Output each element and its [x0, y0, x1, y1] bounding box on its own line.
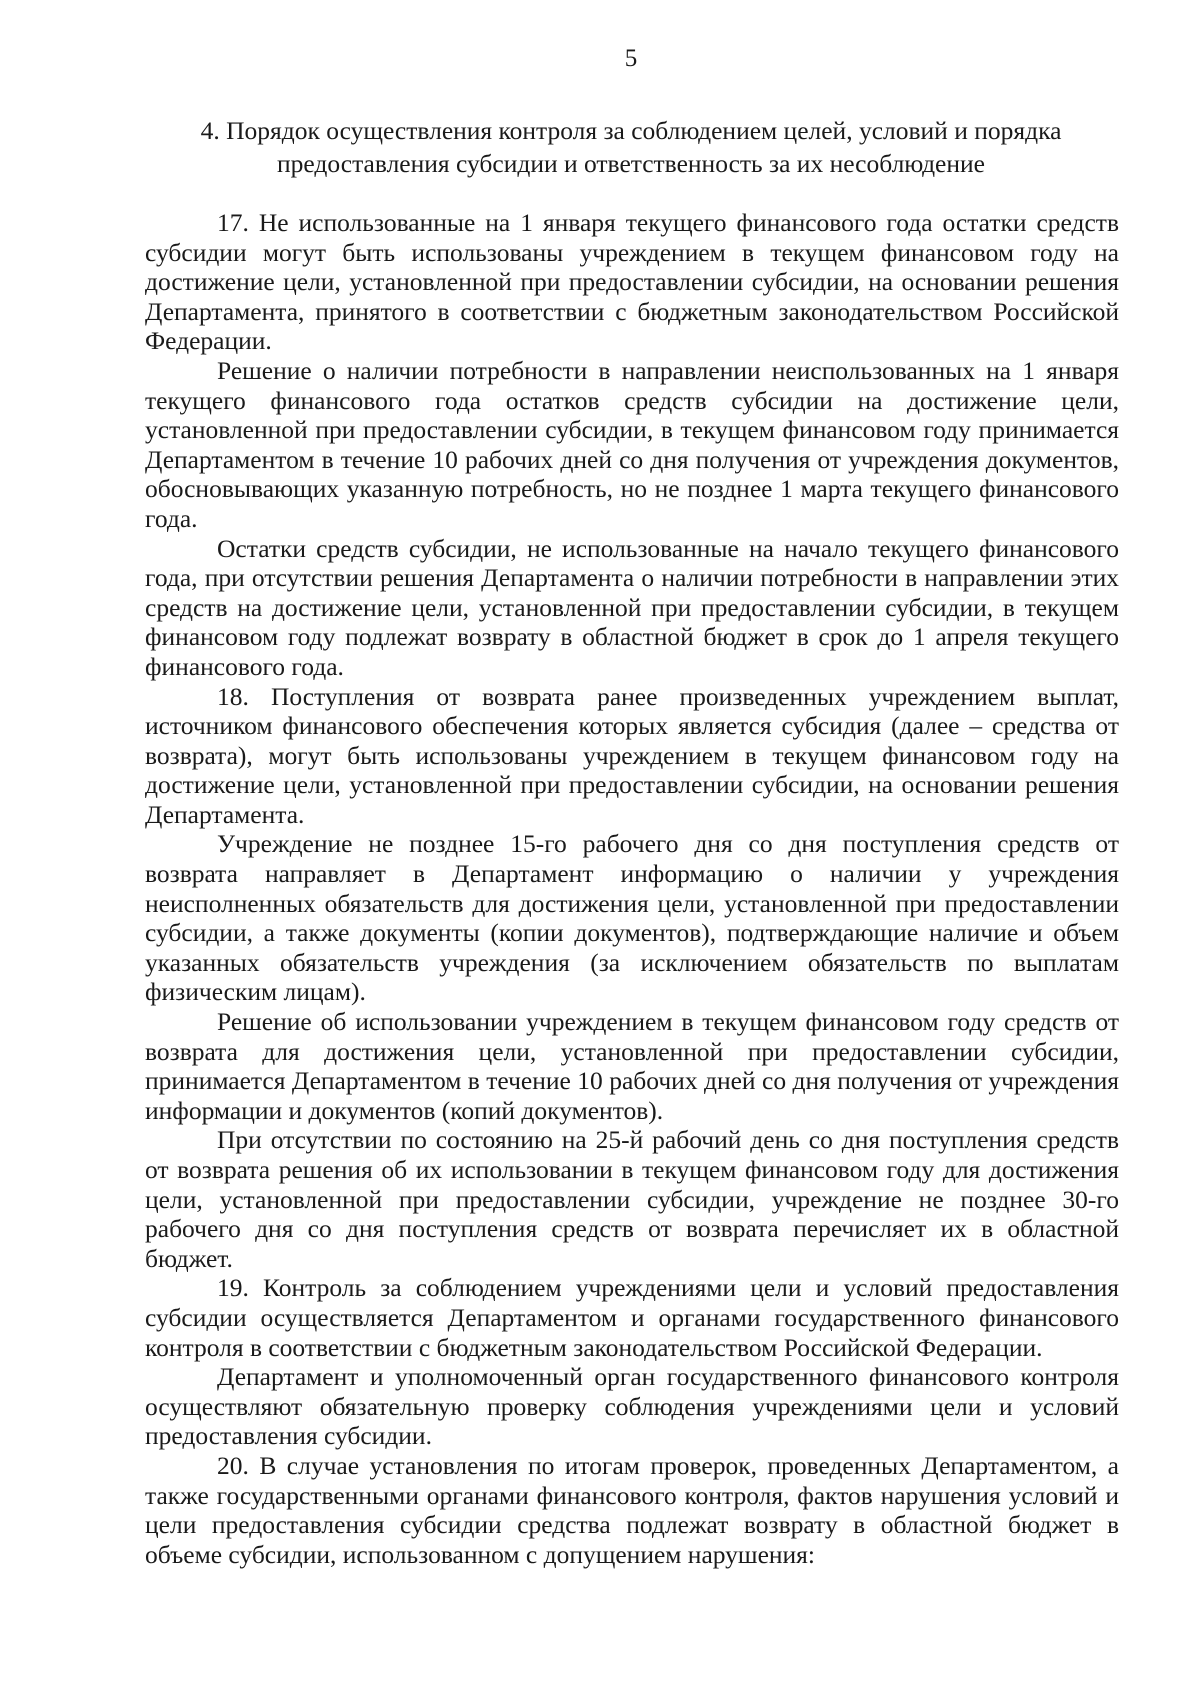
- paragraph-17: 17. Не использованные на 1 января текущего финансового года остатки средств субсидии могут быть использованы учреждением в текущем финансовом году на достижение цели, установленной при предоставлении субсидии, на основании решения Департамента, принятого в соответствии с бюджетным законодательством Российской Федерации.: [145, 208, 1119, 356]
- paragraph-18-institution-notice: Учреждение не позднее 15-го рабочего дня со дня поступления средств от возврата направляет в Департамент информацию о наличии у учреждения неисполненных обязательств для достижения цели, установленной при предоставлении субсидии, а также документы (копии документов), подтверждающие наличие и объем указанных обязательств учреждения (за исключением обязательств по выплатам физическим лицам).: [145, 829, 1119, 1007]
- paragraph-19-mandatory-check: Департамент и уполномоченный орган государственного финансового контроля осуществляют обязательную проверку соблюдения учреждениями цели и условий предоставления субсидии.: [145, 1362, 1119, 1451]
- paragraph-20: 20. В случае установления по итогам проверок, проведенных Департаментом, а также государственными органами финансового контроля, фактов нарушения условий и цели предоставления субсидии средства подлежат возврату в областной бюджет в объеме субсидии, использованном с допущением нарушения:: [145, 1450, 1119, 1569]
- document-body: [145, 208, 1119, 1569]
- paragraph-18-transfer-back: При отсутствии по состоянию на 25-й рабочий день со дня поступления средств от возврата решения об их использовании в текущем финансовом году для достижения цели, установленной при предоставлении субсидии, учреждение не позднее 30-го рабочего дня со дня поступления средств от возврата перечисляет их в областной бюджет.: [145, 1125, 1119, 1273]
- page-number: 5: [624, 45, 638, 72]
- paragraph-17-need-decision: Решение о наличии потребности в направлении неиспользованных на 1 января текущего финансового года остатков средств субсидии на достижение цели, установленной при предоставлении субсидии, в текущем финансовом году принимается Департаментом в течение 10 рабочих дней со дня получения от учреждения документов, обосновывающих указанную потребность, но не позднее 1 марта текущего финансового года.: [145, 355, 1119, 533]
- section-title: 4. Порядок осуществления контроля за соблюдением целей, условий и порядка предоставления субсидии и ответственность за их несоблюдение: [200, 116, 1062, 178]
- paragraph-18-usage-decision: Решение об использовании учреждением в текущем финансовом году средств от возврата для достижения цели, установленной при предоставлении субсидии, принимается Департаментом в течение 10 рабочих дней со дня получения от учреждения информации и документов (копий документов).: [145, 1007, 1119, 1125]
- paragraph-19: 19. Контроль за соблюдением учреждениями цели и условий предоставления субсидии осуществляется Департаментом и органами государственного финансового контроля в соответствии с бюджетным законодательством Российской Федерации.: [145, 1273, 1119, 1362]
- paragraph-17-remainder-return: Остатки средств субсидии, не использованные на начало текущего финансового года, при отсутствии решения Департамента о наличии потребности в направлении этих средств на достижение цели, установленной при предоставлении субсидии, в текущем финансовом году подлежат возврату в областной бюджет в срок до 1 апреля текущего финансового года.: [145, 533, 1119, 681]
- paragraph-18: 18. Поступления от возврата ранее произведенных учреждением выплат, источником финансового обеспечения которых является субсидия (далее – средства от возврата), могут быть использованы учреждением в текущем финансовом году на достижение цели, установленной при предоставлении субсидии, на основании решения Департамента.: [145, 681, 1119, 829]
